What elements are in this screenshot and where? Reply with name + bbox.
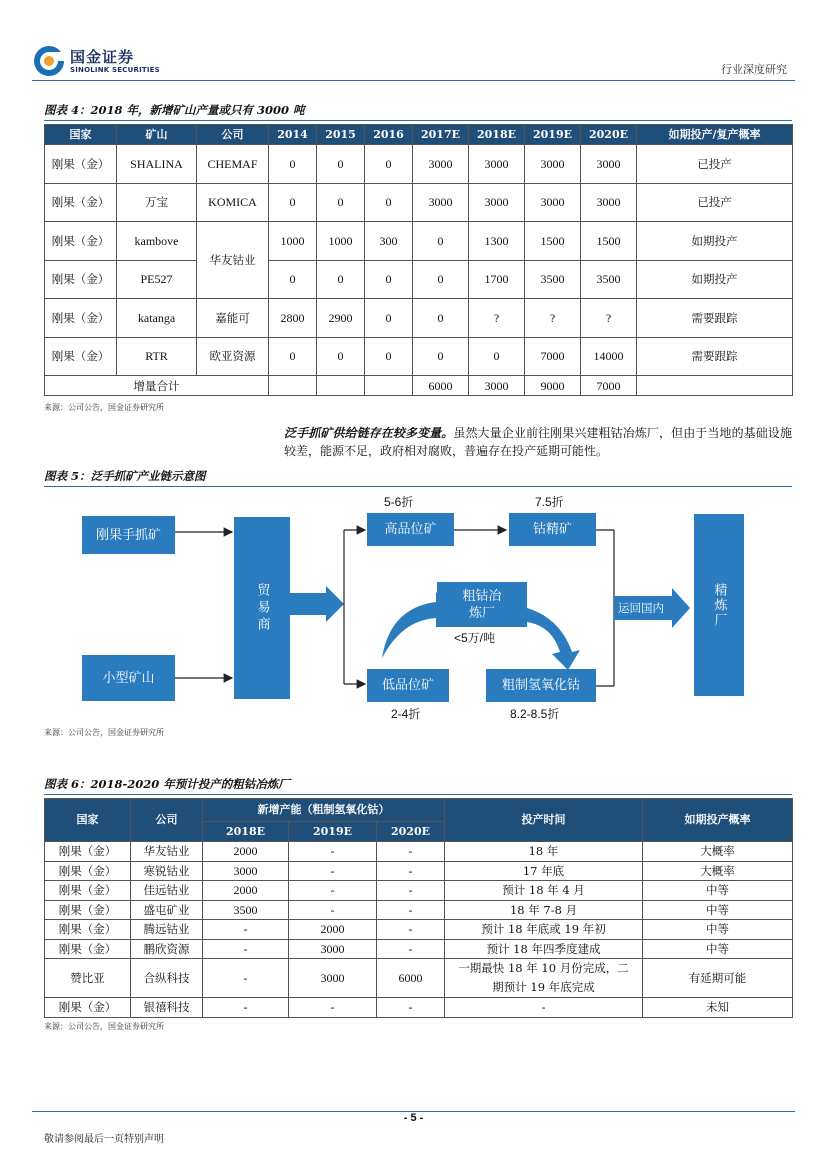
mine-cell: RTR: [117, 337, 197, 376]
mine-cell: PE527: [117, 260, 197, 299]
value-cell: 1300: [469, 222, 525, 261]
fig5-source: 来源：公司公告，国金证券研究所: [44, 728, 164, 737]
value-cell: 2000: [289, 920, 377, 940]
time-cell: 17 年底: [445, 861, 643, 881]
hydroxide-discount-label: 8.2-8.5折: [510, 707, 560, 721]
probability-cell: 大概率: [643, 842, 793, 862]
fig5-rule: [44, 486, 792, 487]
value-cell: -: [377, 842, 445, 862]
company-cell: 鹏欣资源: [131, 939, 203, 959]
fig5-title: 图表 5：泛手抓矿产业链示意图: [44, 469, 206, 483]
country-cell: 刚果（金）: [45, 842, 131, 862]
time-cell: 预计 18 年 4 月: [445, 881, 643, 901]
total-cell: 7000: [581, 376, 637, 396]
table-row: [45, 260, 793, 299]
value-cell: 0: [365, 260, 413, 299]
value-cell: 0: [269, 260, 317, 299]
value-cell: 2900: [317, 299, 365, 338]
fig4-header-cell: 公司: [197, 125, 269, 145]
value-cell: -: [377, 998, 445, 1018]
probability-cell: 已投产: [637, 183, 793, 222]
fig6-rule: [44, 794, 792, 795]
fig4-header-cell: 2017E: [413, 125, 469, 145]
mine-cell: kambove: [117, 222, 197, 261]
value-cell: 0: [317, 337, 365, 376]
supply-chain-diagram: [82, 490, 752, 720]
total-label: 增量合计: [45, 376, 269, 396]
country-cell: 刚果（金）: [45, 881, 131, 901]
high-grade-ore-box: 高品位矿: [367, 513, 454, 546]
value-cell: 300: [365, 222, 413, 261]
fig4-header-cell: 2020E: [581, 125, 637, 145]
report-type: 行业深度研究: [721, 63, 787, 76]
page-header: [0, 0, 827, 80]
value-cell: 3500: [203, 900, 289, 920]
value-cell: 0: [413, 260, 469, 299]
value-cell: 0: [269, 183, 317, 222]
paragraph-lead: 泛手抓矿供给链存在较多变量。: [284, 426, 454, 440]
value-cell: 3500: [581, 260, 637, 299]
value-cell: 1000: [317, 222, 365, 261]
table-row: [45, 861, 793, 881]
country-cell: 刚果（金）: [45, 939, 131, 959]
value-cell: 0: [413, 337, 469, 376]
probability-cell: 有延期可能: [643, 959, 793, 998]
trader-arrow: [290, 586, 344, 622]
probability-cell: 中等: [643, 920, 793, 940]
value-cell: -: [289, 900, 377, 920]
country-cell: 刚果（金）: [45, 920, 131, 940]
total-cell: 9000: [525, 376, 581, 396]
table-row: [45, 222, 793, 261]
company-cell: 华友钴业: [197, 222, 269, 299]
value-cell: 0: [317, 183, 365, 222]
value-cell: 3000: [413, 183, 469, 222]
low-grade-ore-box: 低品位矿: [367, 669, 449, 702]
company-cell: 盛屯矿业: [131, 900, 203, 920]
table-row: [45, 998, 793, 1018]
crude-cobalt-smelter-box: 粗钴冶炼厂: [437, 582, 527, 627]
table-row: [45, 299, 793, 338]
trader-box: 贸易商: [234, 517, 290, 699]
fig4-header-cell: 2015: [317, 125, 365, 145]
value-cell: 2000: [203, 881, 289, 901]
fig4-header-row: [45, 125, 793, 145]
value-cell: 3000: [413, 145, 469, 184]
fig6-header-cell: 如期投产概率: [643, 799, 793, 842]
value-cell: -: [203, 959, 289, 998]
header-divider: [32, 80, 795, 81]
value-cell: -: [377, 861, 445, 881]
fig4-rule: [44, 120, 792, 121]
company-cell: 腾远钴业: [131, 920, 203, 940]
value-cell: 0: [413, 299, 469, 338]
total-cell: 6000: [413, 376, 469, 396]
value-cell: 1700: [469, 260, 525, 299]
small-mine-box: 小型矿山: [82, 655, 175, 701]
value-cell: 6000: [377, 959, 445, 998]
fig4-table: [44, 124, 793, 396]
value-cell: 0: [317, 145, 365, 184]
value-cell: 0: [365, 145, 413, 184]
value-cell: ?: [525, 299, 581, 338]
refinery-box: 精炼厂: [694, 514, 744, 696]
fig6-header-row: [45, 799, 793, 822]
high-ore-discount-label: 5-6折: [384, 495, 414, 509]
value-cell: -: [203, 920, 289, 940]
total-cell: [269, 376, 317, 396]
time-cell: 预计 18 年底或 19 年初: [445, 920, 643, 940]
total-cell: [365, 376, 413, 396]
smelter-cost-label: <5万/吨: [454, 631, 496, 645]
probability-cell: 大概率: [643, 861, 793, 881]
company-cell: 欧亚资源: [197, 337, 269, 376]
fig4-header-cell: 2014: [269, 125, 317, 145]
fig6-header-cell: 2018E: [203, 822, 289, 842]
probability-cell: 中等: [643, 939, 793, 959]
company-cell: 寒锐钴业: [131, 861, 203, 881]
value-cell: 3000: [525, 183, 581, 222]
fig6-table: [44, 798, 793, 1018]
table-row: [45, 337, 793, 376]
fig4-title: 图表 4：2018 年，新增矿山产量或只有 3000 吨: [44, 103, 305, 117]
value-cell: -: [289, 881, 377, 901]
company-cell: CHEMAF: [197, 145, 269, 184]
value-cell: -: [289, 861, 377, 881]
low-ore-discount-label: 2-4折: [391, 707, 421, 721]
value-cell: 2800: [269, 299, 317, 338]
value-cell: 0: [317, 260, 365, 299]
value-cell: 3000: [203, 861, 289, 881]
country-cell: 刚果（金）: [45, 900, 131, 920]
probability-cell: 需要跟踪: [637, 299, 793, 338]
company-cell: 佳远钴业: [131, 881, 203, 901]
paragraph-text: 虽然大量企业前往刚果兴建粗钴冶炼厂，但由于当地的基础设施较差，能源不足，政府相对腐败，普遍存在投产延期可能性。: [284, 426, 792, 458]
company-cell: 合纵科技: [131, 959, 203, 998]
total-cell: [317, 376, 365, 396]
value-cell: 3000: [469, 145, 525, 184]
time-cell: 18 年 7-8 月: [445, 900, 643, 920]
probability-cell: 中等: [643, 900, 793, 920]
country-cell: 刚果（金）: [45, 222, 117, 261]
fig4-header-cell: 2018E: [469, 125, 525, 145]
value-cell: -: [377, 881, 445, 901]
value-cell: 0: [413, 222, 469, 261]
sinolink-logo-icon: [32, 44, 66, 78]
probability-cell: 未知: [643, 998, 793, 1018]
concentrate-discount-label: 7.5折: [535, 495, 564, 509]
value-cell: ?: [469, 299, 525, 338]
time-cell: -: [445, 998, 643, 1018]
total-cell: [637, 376, 793, 396]
logo-text-cn: 国金证券: [70, 48, 135, 66]
hand-ore-box: 刚果手抓矿: [82, 516, 175, 554]
smelter-to-hydroxide-arrow: [527, 608, 580, 670]
country-cell: 赞比亚: [45, 959, 131, 998]
page-number: - 5 -: [403, 1112, 424, 1124]
company-cell: 华友钴业: [131, 842, 203, 862]
value-cell: 3000: [581, 183, 637, 222]
fig4-header-cell: 2016: [365, 125, 413, 145]
value-cell: -: [289, 842, 377, 862]
company-cell: 嘉能可: [197, 299, 269, 338]
fig6-header-cell: 2020E: [377, 822, 445, 842]
fig6-header-cell: 国家: [45, 799, 131, 842]
table-row: [45, 920, 793, 940]
fig6-header-cell: 新增产能（粗制氢氧化钴）: [203, 799, 445, 822]
value-cell: 0: [269, 337, 317, 376]
table-row: [45, 842, 793, 862]
total-cell: 3000: [469, 376, 525, 396]
value-cell: -: [203, 998, 289, 1018]
crude-cobalt-hydroxide-box: 粗制氢氧化钴: [486, 669, 596, 702]
value-cell: -: [377, 920, 445, 940]
fig6-source: 来源：公司公告，国金证券研究所: [44, 1022, 164, 1031]
value-cell: 2000: [203, 842, 289, 862]
fig6-header-cell: 投产时间: [445, 799, 643, 842]
mine-cell: 万宝: [117, 183, 197, 222]
fig6-title: 图表 6：2018-2020 年预计投产的粗钴冶炼厂: [44, 777, 290, 791]
value-cell: -: [203, 939, 289, 959]
probability-cell: 中等: [643, 881, 793, 901]
disclaimer-note: 敬请参阅最后一页特别声明: [44, 1134, 164, 1145]
table-row: [45, 959, 793, 998]
value-cell: 3000: [289, 959, 377, 998]
value-cell: 3000: [289, 939, 377, 959]
ship-home-label: 运回国内: [618, 603, 664, 615]
country-cell: 刚果（金）: [45, 183, 117, 222]
value-cell: ?: [581, 299, 637, 338]
country-cell: 刚果（金）: [45, 145, 117, 184]
table-row: [45, 939, 793, 959]
value-cell: 0: [365, 337, 413, 376]
company-cell: 银禧科技: [131, 998, 203, 1018]
value-cell: 0: [365, 183, 413, 222]
fig6-header-cell: 公司: [131, 799, 203, 842]
mine-cell: SHALINA: [117, 145, 197, 184]
value-cell: -: [289, 998, 377, 1018]
body-paragraph: [284, 424, 792, 460]
value-cell: 0: [365, 299, 413, 338]
country-cell: 刚果（金）: [45, 260, 117, 299]
probability-cell: 如期投产: [637, 222, 793, 261]
fig4-header-cell: 如期投产/复产概率: [637, 125, 793, 145]
logo-text-en: SINOLINK SECURITIES: [70, 66, 160, 74]
probability-cell: 已投产: [637, 145, 793, 184]
time-cell: 18 年: [445, 842, 643, 862]
time-cell: 一期最快 18 年 10 月份完成，二期预计 19 年底完成: [445, 959, 643, 998]
company-cell: KOMICA: [197, 183, 269, 222]
value-cell: 1500: [581, 222, 637, 261]
fig4-header-cell: 矿山: [117, 125, 197, 145]
country-cell: 刚果（金）: [45, 861, 131, 881]
value-cell: 1000: [269, 222, 317, 261]
value-cell: 7000: [525, 337, 581, 376]
value-cell: -: [377, 939, 445, 959]
country-cell: 刚果（金）: [45, 299, 117, 338]
value-cell: 1500: [525, 222, 581, 261]
fig4-header-cell: 国家: [45, 125, 117, 145]
table-row: [45, 900, 793, 920]
value-cell: 14000: [581, 337, 637, 376]
value-cell: 0: [469, 337, 525, 376]
value-cell: 0: [269, 145, 317, 184]
time-cell: 预计 18 年四季度建成: [445, 939, 643, 959]
probability-cell: 需要跟踪: [637, 337, 793, 376]
fig4-source: 来源：公司公告，国金证券研究所: [44, 403, 164, 412]
fig6-header-cell: 2019E: [289, 822, 377, 842]
cobalt-concentrate-box: 钴精矿: [509, 513, 596, 546]
country-cell: 刚果（金）: [45, 998, 131, 1018]
value-cell: 3000: [581, 145, 637, 184]
table-row: [45, 183, 793, 222]
value-cell: 3500: [525, 260, 581, 299]
fig4-header-cell: 2019E: [525, 125, 581, 145]
mine-cell: katanga: [117, 299, 197, 338]
country-cell: 刚果（金）: [45, 337, 117, 376]
probability-cell: 如期投产: [637, 260, 793, 299]
table-row: [45, 881, 793, 901]
total-row: [45, 376, 793, 396]
table-row: [45, 145, 793, 184]
value-cell: -: [377, 900, 445, 920]
value-cell: 3000: [469, 183, 525, 222]
value-cell: 3000: [525, 145, 581, 184]
